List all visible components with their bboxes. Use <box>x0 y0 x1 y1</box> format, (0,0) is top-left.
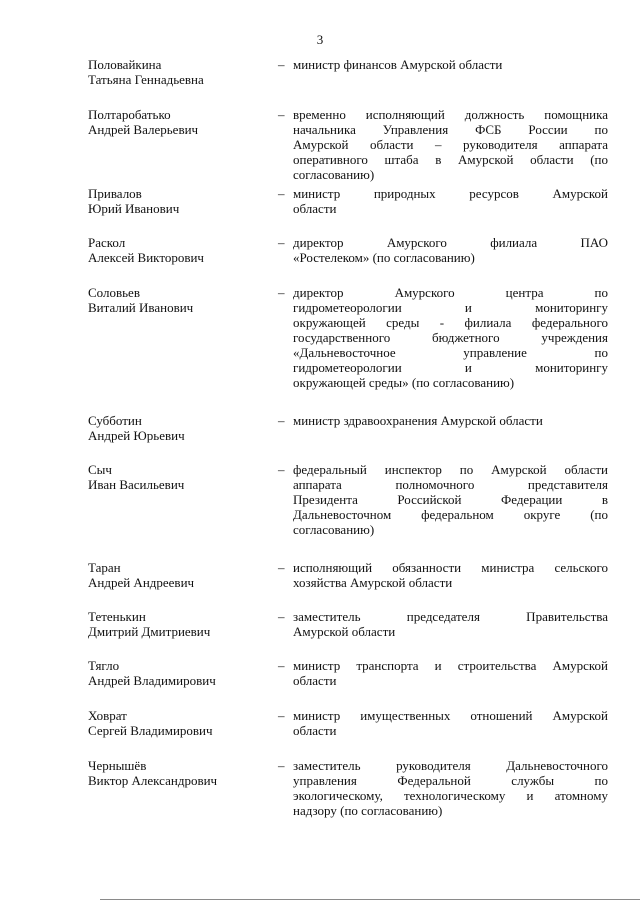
member-position <box>293 57 608 72</box>
member-dash: – <box>278 285 285 300</box>
member-name <box>88 708 278 738</box>
member-given-names: Виктор Александрович <box>88 773 218 788</box>
member-surname: Половайкина <box>88 57 162 72</box>
member-dash: – <box>278 107 285 122</box>
page-number: 3 <box>316 32 324 47</box>
position-line: начальника Управления ФСБ России по <box>293 122 608 137</box>
member-surname: Сыч <box>88 462 112 477</box>
member-dash: – <box>278 758 285 773</box>
member-name <box>88 57 278 87</box>
member-dash: – <box>278 708 285 723</box>
member-position <box>293 609 608 639</box>
member-position <box>293 107 608 182</box>
member-given-names: Виталий Иванович <box>88 300 194 315</box>
position-line: государственного бюджетного учреждения <box>293 330 608 345</box>
position-line: исполняющий обязанности министра сельского <box>293 560 608 575</box>
position-line: области <box>293 201 337 216</box>
member-name <box>88 560 278 590</box>
position-line: аппарата полномочного представителя <box>293 477 608 492</box>
member-given-names: Андрей Юрьевич <box>88 428 185 443</box>
position-line: согласованию) <box>293 167 375 182</box>
member-name <box>88 413 278 443</box>
position-line: окружающей среды» (по согласованию) <box>293 375 515 390</box>
member-surname: Привалов <box>88 186 142 201</box>
position-line: заместитель руководителя Дальневосточного <box>293 758 608 773</box>
position-line: области <box>293 673 337 688</box>
position-line: заместитель председателя Правительства <box>293 609 608 624</box>
position-line: министр природных ресурсов Амурской <box>293 186 608 201</box>
member-name <box>88 235 278 265</box>
position-line: экологическому, технологическому и атомному <box>293 788 608 803</box>
member-position <box>293 235 608 265</box>
position-line: Дальневосточном федеральном округе (по <box>293 507 608 522</box>
position-line: федеральный инспектор по Амурской области <box>293 462 608 477</box>
position-line: окружающей среды - филиала федерального <box>293 315 608 330</box>
member-surname: Таран <box>88 560 121 575</box>
position-line: министр здравоохранения Амурской области <box>293 413 543 428</box>
member-given-names: Сергей Владимирович <box>88 723 213 738</box>
position-line: оперативного штаба в Амурской области (по <box>293 152 608 167</box>
member-given-names: Андрей Андреевич <box>88 575 195 590</box>
member-dash: – <box>278 57 285 72</box>
position-line: министр транспорта и строительства Амурской <box>293 658 608 673</box>
member-name <box>88 758 278 788</box>
position-line: министр финансов Амурской области <box>293 57 503 72</box>
member-dash: – <box>278 462 285 477</box>
position-line: согласованию) <box>293 522 375 537</box>
member-given-names: Дмитрий Дмитриевич <box>88 624 211 639</box>
position-line: управления Федеральной службы по <box>293 773 608 788</box>
position-line: «Дальневосточное управление по <box>293 345 608 360</box>
member-dash: – <box>278 658 285 673</box>
position-line: министр имущественных отношений Амурской <box>293 708 608 723</box>
position-line: директор Амурского филиала ПАО <box>293 235 608 250</box>
position-line: области <box>293 723 337 738</box>
member-position <box>293 758 608 818</box>
member-name <box>88 107 278 137</box>
position-line: временно исполняющий должность помощника <box>293 107 608 122</box>
member-position <box>293 462 608 537</box>
position-line: Амурской области – руководителя аппарата <box>293 137 608 152</box>
member-given-names: Юрий Иванович <box>88 201 180 216</box>
member-given-names: Андрей Владимирович <box>88 673 216 688</box>
member-position <box>293 285 608 390</box>
position-line: гидрометеорологии и мониторингу <box>293 360 608 375</box>
member-dash: – <box>278 186 285 201</box>
member-name <box>88 462 278 492</box>
member-dash: – <box>278 235 285 250</box>
position-line: директор Амурского центра по <box>293 285 608 300</box>
member-name <box>88 609 278 639</box>
member-position <box>293 413 608 428</box>
member-given-names: Иван Васильевич <box>88 477 185 492</box>
member-surname: Чернышёв <box>88 758 147 773</box>
member-given-names: Татьяна Геннадьевна <box>88 72 204 87</box>
member-dash: – <box>278 609 285 624</box>
member-given-names: Андрей Валерьевич <box>88 122 199 137</box>
position-line: гидрометеорологии и мониторингу <box>293 300 608 315</box>
position-line: «Ростелеком» (по согласованию) <box>293 250 475 265</box>
member-surname: Субботин <box>88 413 142 428</box>
member-surname: Раскол <box>88 235 126 250</box>
member-name <box>88 186 278 216</box>
position-line: надзору (по согласованию) <box>293 803 443 818</box>
position-line: хозяйства Амурской области <box>293 575 453 590</box>
member-surname: Полтаробатько <box>88 107 171 122</box>
member-position <box>293 560 608 590</box>
member-surname: Соловьев <box>88 285 140 300</box>
member-surname: Ховрат <box>88 708 127 723</box>
member-position <box>293 708 608 738</box>
position-line: Президента Российской Федерации в <box>293 492 608 507</box>
member-given-names: Алексей Викторович <box>88 250 204 265</box>
member-name <box>88 285 278 315</box>
member-position <box>293 658 608 688</box>
member-surname: Тягло <box>88 658 120 673</box>
member-dash: – <box>278 560 285 575</box>
member-name <box>88 658 278 688</box>
member-dash: – <box>278 413 285 428</box>
member-position <box>293 186 608 216</box>
bottom-rule <box>100 899 640 900</box>
position-line: Амурской области <box>293 624 396 639</box>
member-surname: Тетенькин <box>88 609 146 624</box>
